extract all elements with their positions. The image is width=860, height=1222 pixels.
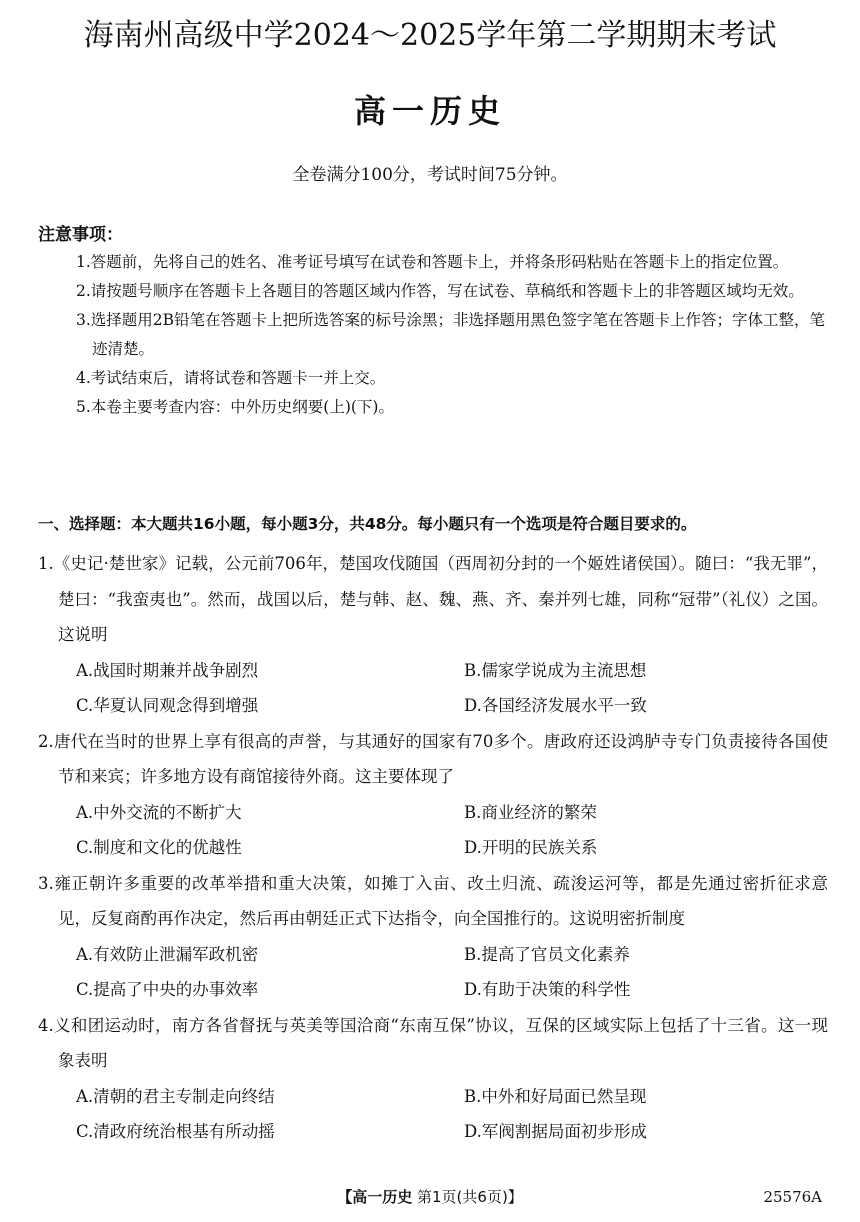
option-d: D.各国经济发展水平一致 [464,696,647,715]
notice-item: 3.选择题用2B铅笔在答题卡上把所选答案的标号涂黑；非选择题用黑色签字笔在答题卡上作答；字体工整，笔迹清楚。 [76,311,826,358]
question-4 [38,1008,828,1150]
footer-subject: 【高一历史 [337,1188,413,1206]
footer-page-number: 第1页(共6页)】 [417,1188,523,1206]
question-3 [38,866,828,1008]
option-c: C.制度和文化的优越性 [76,838,242,857]
question-options [38,937,828,1008]
option-d: D.军阀割据局面初步形成 [464,1122,647,1141]
option-c: C.提高了中央的办事效率 [76,980,259,999]
option-b: B.儒家学说成为主流思想 [464,660,647,680]
section-heading: 一、选择题：本大题共16小题，每小题3分，共48分。每小题只有一个选项是符合题目要求的。 [38,515,697,533]
option-a: A.有效防止泄漏军政机密 [76,944,259,964]
question-stem: 1.《史记·楚世家》记载，公元前706年，楚国攻伐随国（西周初分封的一个姬姓诸侯国）。随曰：“我无罪”，楚曰：“我蛮夷也”。然而，战国以后，楚与韩、赵、魏、燕、齐、秦并列七雄，同称“冠带”（礼仪）之国。这说明 [38,554,828,644]
notice-item: 5.本卷主要考查内容：中外历史纲要(上)(下)。 [76,398,394,416]
notice-item: 2.请按题号顺序在答题卡上各题目的答题区域内作答，写在试卷、草稿纸和答题卡上的非答题区域均无效。 [76,282,804,300]
page-footer [0,1186,860,1207]
notice-item: 4.考试结束后，请将试卷和答题卡一并上交。 [76,369,386,387]
notice-heading: 注意事项： [38,225,123,245]
option-b: B.中外和好局面已然呈现 [464,1086,647,1106]
notice-list [76,248,828,422]
question-options [38,1079,828,1150]
option-d: D.开明的民族关系 [464,838,598,857]
option-d: D.有助于决策的科学性 [464,980,631,999]
question-stem: 3.雍正朝许多重要的改革举措和重大决策，如摊丁入亩、改土归流、疏浚运河等，都是先通过密折征求意见，反复商酌再作决定，然后再由朝廷正式下达指令，向全国推行的。这说明密折制度 [38,873,828,928]
question-options [38,795,828,866]
option-a: A.清朝的君主专制走向终结 [76,1086,275,1106]
score-note: 全卷满分100分，考试时间75分钟。 [292,165,568,185]
question-list [38,546,828,1150]
option-c: C.清政府统治根基有所动摇 [76,1122,275,1141]
question-stem: 2.唐代在当时的世界上享有很高的声誉，与其通好的国家有70多个。唐政府还设鸿胪寺专门负责接待各国使节和来宾；许多地方设有商馆接待外商。这主要体现了 [38,731,828,786]
question-options [38,653,828,724]
notice-item: 1.答题前，先将自己的姓名、准考证号填写在试卷和答题卡上，并将条形码粘贴在答题卡上的指定位置。 [76,253,789,271]
option-b: B.提高了官员文化素养 [464,944,630,964]
option-a: A.战国时期兼并战争剧烈 [76,660,259,680]
question-stem: 4.义和团运动时，南方各省督抚与英美等国洽商“东南互保”协议，互保的区域实际上包括了十三省。这一现象表明 [38,1015,828,1070]
subject-title: 高一历史 [353,92,506,130]
question-1 [38,546,828,724]
exam-title: 海南州高级中学2024～2025学年第二学期期末考试 [83,18,777,53]
option-b: B.商业经济的繁荣 [464,802,597,822]
option-c: C.华夏认同观念得到增强 [76,696,259,715]
paper-code: 25576A [763,1188,822,1206]
option-a: A.中外交流的不断扩大 [76,802,242,822]
question-2 [38,724,828,866]
